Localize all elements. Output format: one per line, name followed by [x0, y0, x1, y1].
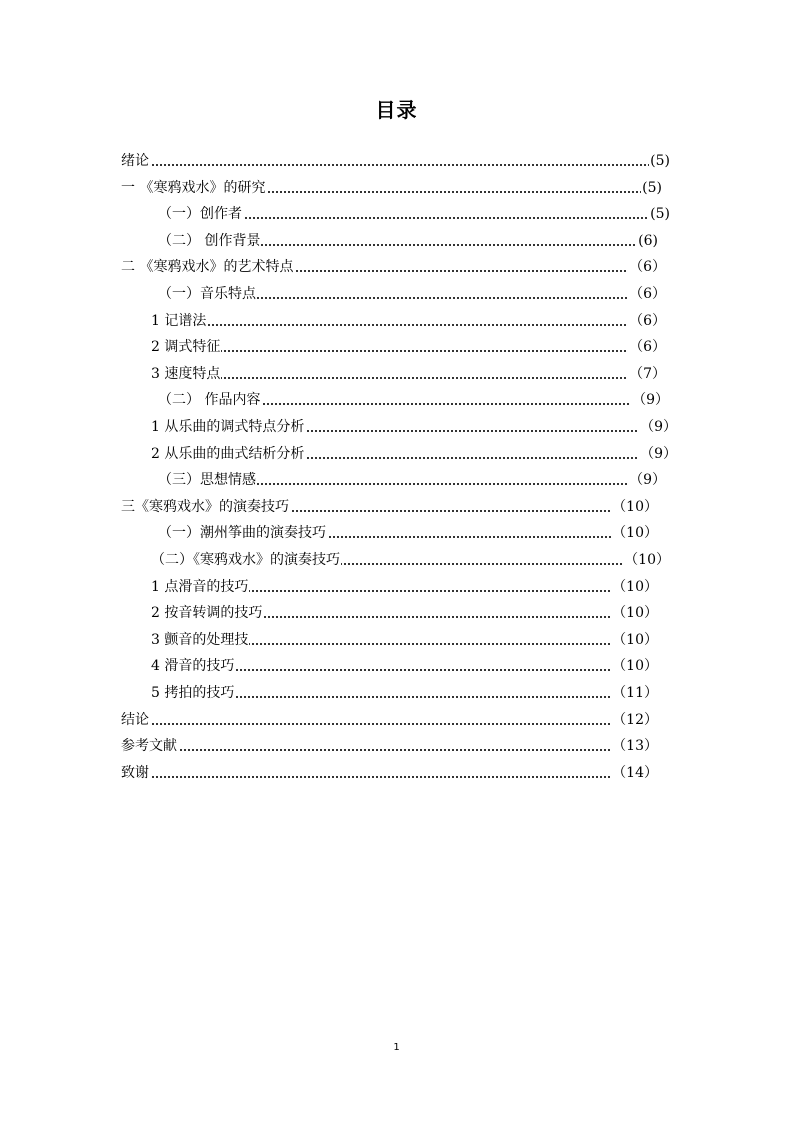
- page-title: 目录: [375, 98, 418, 122]
- toc-entry-title: 1 从乐曲的调式特点分析: [151, 416, 305, 438]
- toc-entry-page: (5): [649, 150, 670, 172]
- toc-entry-title: 2 调式特征: [151, 336, 221, 358]
- toc-entry-title: 结论: [121, 709, 150, 731]
- dot-leader: [121, 749, 658, 751]
- dot-leader: [151, 324, 666, 326]
- toc-entry-title: 1 记谱法: [151, 310, 207, 332]
- toc-entry-title: 3 速度特点: [151, 363, 221, 385]
- toc-entry-title: 三《寒鸦戏水》的演奏技巧: [121, 496, 290, 518]
- toc-entry-page: （11）: [611, 682, 658, 704]
- toc-entry[interactable]: [158, 230, 658, 252]
- toc-entry-title: （二）《寒鸦戏水》的演奏技巧: [151, 549, 341, 571]
- dot-leader: [121, 164, 670, 166]
- toc-entry-title: （一）创作者: [158, 203, 243, 225]
- toc-entry[interactable]: [151, 655, 658, 677]
- toc-entry[interactable]: [151, 310, 666, 332]
- toc-entry-title: 1 点滑音的技巧: [151, 576, 249, 598]
- toc-entry-page: （10）: [611, 576, 658, 598]
- toc-entry-title: （二） 作品内容: [158, 389, 261, 411]
- toc-entry-page: （6）: [628, 336, 666, 358]
- toc-entry-title: 参考文献: [121, 735, 178, 757]
- toc-entry-page: （6）: [628, 283, 666, 305]
- toc-entry[interactable]: [151, 576, 658, 598]
- toc-entry-page: (6): [637, 230, 658, 252]
- toc-entry-title: （三）思想情感: [158, 469, 257, 491]
- toc-entry[interactable]: [121, 496, 658, 518]
- toc-entry[interactable]: [121, 709, 658, 731]
- toc-entry-page: （6）: [628, 256, 666, 278]
- page-number: 1: [393, 1042, 400, 1053]
- toc-entry-title: 绪论: [121, 150, 150, 172]
- toc-entry[interactable]: [121, 150, 670, 172]
- toc-entry-page: （9）: [628, 469, 666, 491]
- toc-entry-page: （9）: [639, 416, 677, 438]
- toc-entry[interactable]: [121, 177, 662, 199]
- toc-entry-page: （9）: [631, 389, 669, 411]
- toc-entry-page: （12）: [611, 709, 658, 731]
- toc-entry-page: （10）: [623, 549, 670, 571]
- toc-entry[interactable]: [121, 762, 658, 784]
- toc-entry[interactable]: [158, 469, 666, 491]
- toc-entry-page: (5): [641, 177, 662, 199]
- toc-entry-title: 致谢: [121, 762, 150, 784]
- toc-entry-title: 5 拷拍的技巧: [151, 682, 235, 704]
- toc-entry[interactable]: [121, 735, 658, 757]
- toc-entry-title: （二） 创作背景: [158, 230, 261, 252]
- toc-entry-page: （10）: [611, 522, 658, 544]
- toc-entry-page: （10）: [611, 655, 658, 677]
- toc-entry-title: 4 滑音的技巧: [151, 655, 235, 677]
- toc-entry[interactable]: [151, 549, 670, 571]
- toc-entry-title: 3 颤音的处理技: [151, 629, 249, 651]
- toc-entry[interactable]: [151, 363, 666, 385]
- toc-entry-title: 一 《寒鸦戏水》的研究: [121, 177, 266, 199]
- toc-entry[interactable]: [158, 203, 670, 225]
- toc-entry-page: （10）: [611, 602, 658, 624]
- toc-entry-page: （10）: [611, 496, 658, 518]
- dot-leader: [151, 377, 666, 379]
- toc-entry[interactable]: [151, 443, 677, 465]
- toc-entry-page: （14）: [611, 762, 658, 784]
- toc-entry-page: （9）: [639, 443, 677, 465]
- toc-entry-page: （7）: [628, 363, 666, 385]
- toc-entry-title: 2 按音转调的技巧: [151, 602, 263, 624]
- toc-entry-title: 2 从乐曲的曲式结析分析: [151, 443, 305, 465]
- dot-leader: [121, 776, 658, 778]
- toc-entry[interactable]: [121, 256, 666, 278]
- toc-entry[interactable]: [158, 522, 658, 544]
- toc-entry[interactable]: [151, 682, 658, 704]
- toc-entry-title: （一）音乐特点: [158, 283, 257, 305]
- toc-entry[interactable]: [151, 629, 658, 651]
- toc-entry-page: （6）: [628, 310, 666, 332]
- toc-entry-title: （一）潮州筝曲的演奏技巧: [158, 522, 327, 544]
- toc-entry-page: （13）: [611, 735, 658, 757]
- toc-entry[interactable]: [158, 283, 666, 305]
- dot-leader: [151, 350, 666, 352]
- dot-leader: [121, 723, 658, 725]
- toc-entry-title: 二 《寒鸦戏水》的艺术特点: [121, 256, 294, 278]
- toc-entry-page: （10）: [611, 629, 658, 651]
- toc-entry-page: (5): [649, 203, 670, 225]
- toc-entry[interactable]: [158, 389, 669, 411]
- toc-entry[interactable]: [151, 602, 658, 624]
- toc-entry[interactable]: [151, 336, 666, 358]
- toc-entry[interactable]: [151, 416, 677, 438]
